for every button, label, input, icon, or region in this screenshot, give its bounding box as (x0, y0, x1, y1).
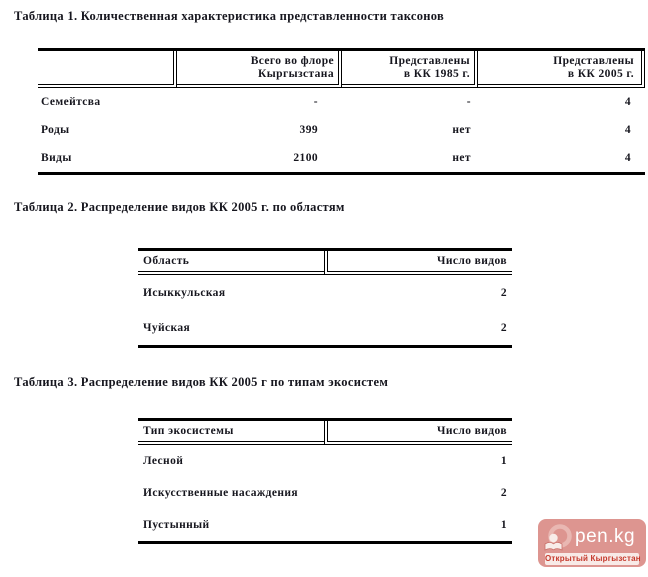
row-label: Виды (41, 152, 72, 164)
table1-header-kk2005 (478, 51, 645, 88)
row-label: Чуйская (143, 321, 191, 334)
header-line-1: Представлены (389, 54, 470, 67)
cell-kk2005: 4 (624, 124, 631, 136)
table3-header-ecosystem-type: Тип экосистемы (138, 421, 324, 445)
table-taxa-representation (38, 48, 645, 175)
table-row-genera (38, 116, 645, 144)
cell-kk1985: - (466, 96, 471, 108)
watermark-tagline: Открытый Кыргызстан (545, 554, 641, 563)
table2-header-region: Область (138, 251, 324, 275)
cell-species-count: 1 (500, 455, 507, 467)
table2-title: Таблица 2. Распределение видов КК 2005 г. по областям (14, 200, 345, 214)
table-species-by-region (138, 248, 512, 348)
cell-kk2005: 4 (624, 152, 631, 164)
table3-title: Таблица 3. Распределение видов КК 2005 г по типам экосистем (14, 375, 389, 389)
row-label: Лесной (143, 455, 184, 467)
cell-kk1985: нет (452, 124, 471, 136)
table-row-chui (138, 310, 512, 345)
cell-total-flora: 399 (299, 124, 318, 136)
header-line-1: Всего во флоре (250, 54, 334, 67)
cell-kk2005: 4 (624, 96, 631, 108)
openkg-watermark (538, 519, 646, 567)
row-label: Исыккульская (143, 286, 226, 299)
watermark-brand: pen.kg (575, 526, 636, 547)
table1-header-kk1985 (342, 51, 478, 88)
row-label: Семейтсва (41, 96, 101, 108)
table1-title: Таблица 1. Количественная характеристика представленности таксонов (14, 9, 445, 23)
row-label: Роды (41, 124, 70, 136)
row-label: Искусственные насаждения (143, 487, 298, 499)
table-row-families (38, 88, 645, 116)
table1-header-total-flora (177, 51, 342, 88)
header-line-1: Представлены (553, 54, 634, 67)
table-species-by-ecosystem (138, 418, 512, 544)
row-label: Пустынный (143, 519, 210, 531)
table3-header-row (138, 421, 512, 445)
header-line-2: в КК 2005 г. (567, 67, 634, 80)
table3-header-species-count: Число видов (324, 421, 512, 445)
table1-header-empty-cell (38, 51, 177, 88)
header-line-2: в КК 1985 г. (403, 67, 470, 80)
cell-total-flora: - (313, 96, 318, 108)
cell-total-flora: 2100 (293, 152, 318, 164)
table-row-forest (138, 445, 512, 477)
table-row-issykkul (138, 275, 512, 310)
table-row-plantations (138, 477, 512, 509)
reader-book-icon (540, 523, 576, 553)
cell-species-count: 2 (500, 286, 507, 299)
cell-species-count: 1 (500, 519, 507, 531)
table-row-desert (138, 509, 512, 541)
table-row-species (38, 144, 645, 172)
header-line-2: Кыргызстана (258, 67, 334, 80)
cell-kk1985: нет (452, 152, 471, 164)
table2-header-row (138, 251, 512, 275)
cell-species-count: 2 (500, 487, 507, 499)
cell-species-count: 2 (500, 321, 507, 334)
table2-header-species-count: Число видов (324, 251, 512, 275)
table1-header-row (38, 51, 645, 88)
